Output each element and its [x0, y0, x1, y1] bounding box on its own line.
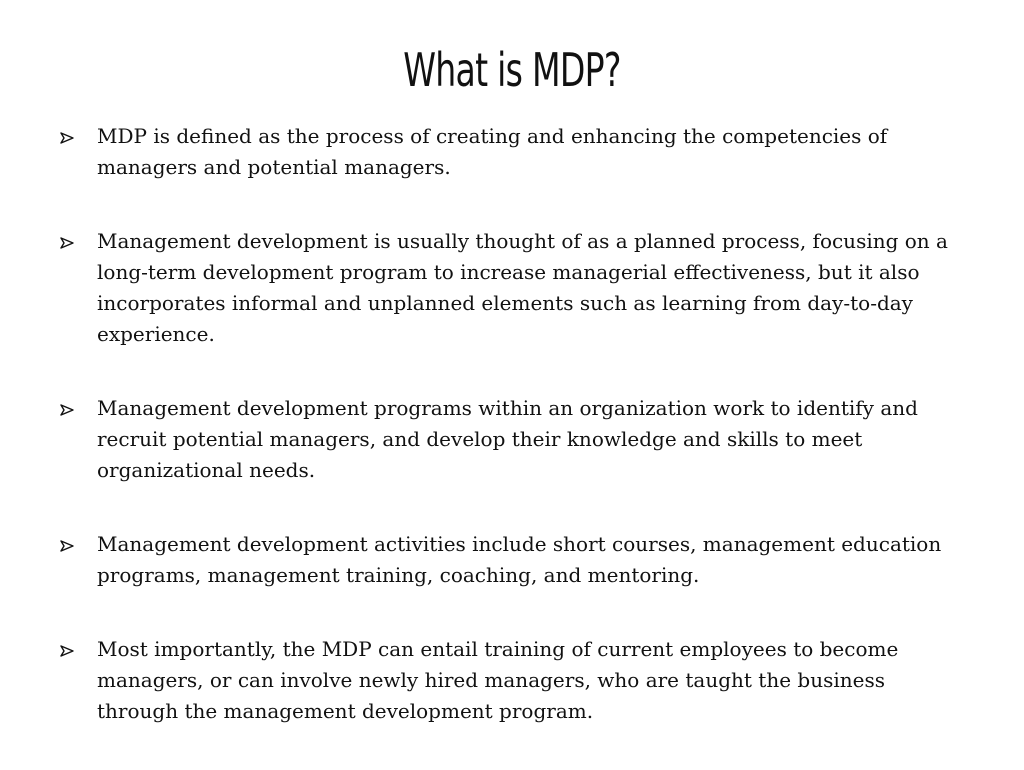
bullet-text: Management development programs within an organization work to identify and recruit potential managers, and develop their knowledge and skills to meet organizational needs. [97, 396, 918, 482]
bullet-text: Management development activities include short courses, management education programs, management training, coaching, and mentoring. [97, 532, 942, 587]
arrowhead-bullet-icon [60, 237, 74, 249]
bullet-list [60, 121, 970, 770]
bullet-text: Management development is usually thought of as a planned process, focusing on a long-term development program to increase managerial effectiveness, but it also incorporates informal and unplanned elements such as learning from day-to-day experience. [97, 229, 948, 346]
bullet-item [60, 634, 970, 727]
arrowhead-bullet-icon [60, 132, 74, 144]
bullet-item [60, 121, 970, 183]
bullet-text: MDP is defined as the process of creating and enhancing the competencies of managers and potential managers. [97, 124, 888, 179]
bullet-text: Most importantly, the MDP can entail training of current employees to become managers, or can involve newly hired managers, who are taught the business through the management development program. [97, 637, 899, 723]
bullet-item [60, 393, 970, 486]
arrowhead-bullet-icon [60, 540, 74, 552]
arrowhead-bullet-icon [60, 404, 74, 416]
bullet-item [60, 529, 970, 591]
bullet-item [60, 226, 970, 350]
slide-title: What is MDP? [403, 43, 621, 97]
arrowhead-bullet-icon [60, 645, 74, 657]
